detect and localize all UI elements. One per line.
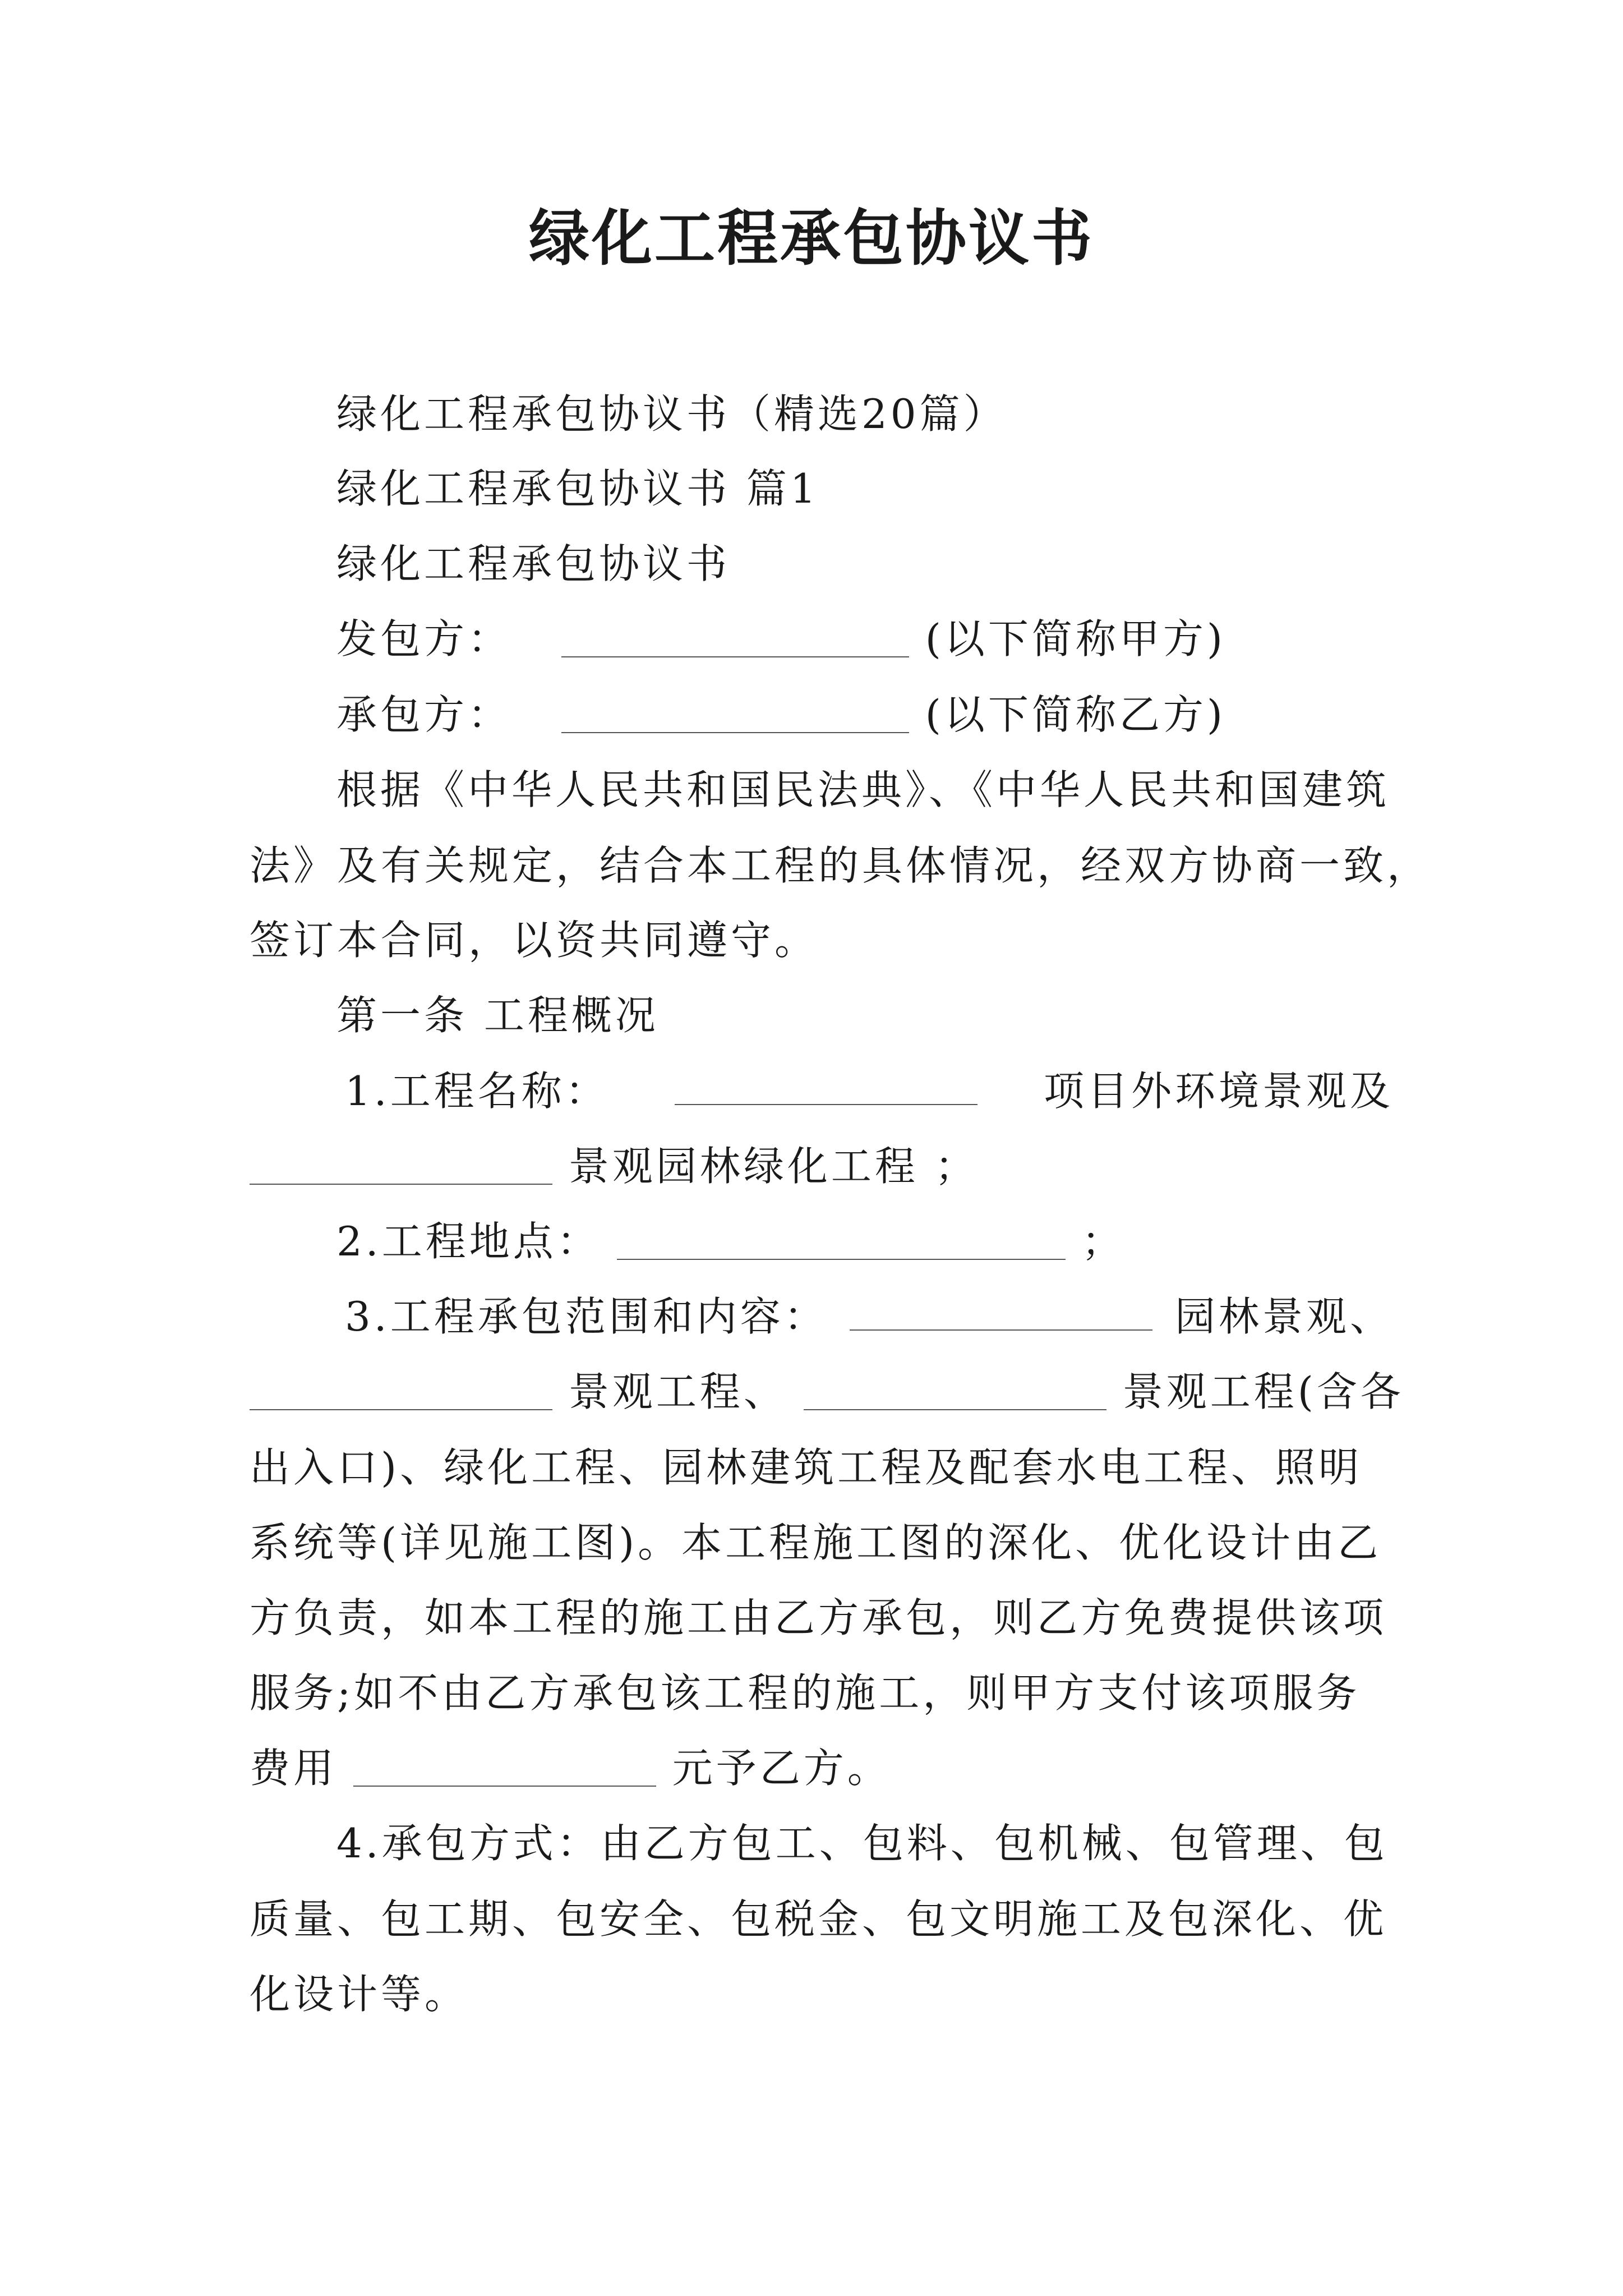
party-b-blank[interactable] — [561, 693, 909, 733]
item-4-line-3: 化设计等。 — [250, 1971, 469, 2018]
item-3-fee-label: 费用 — [250, 1745, 338, 1792]
item-3-fee-blank[interactable] — [353, 1746, 656, 1787]
party-b-label: 承包方： — [336, 691, 512, 738]
item-3-label: 3.工程承包范围和内容： — [345, 1293, 828, 1340]
item-3-line-3: 出入口)、绿化工程、园林建筑工程及配套水电工程、照明 — [250, 1444, 1363, 1491]
intro-line-3: 签订本合同，以资共同遵守。 — [250, 917, 819, 964]
party-a-line — [336, 601, 1481, 677]
item-1-blank-2[interactable] — [250, 1144, 552, 1185]
party-a-suffix: (以下简称甲方) — [925, 615, 1226, 662]
article-1-title: 第一条 工程概况 — [336, 992, 659, 1039]
intro-line-2: 法》及有关规定，结合本工程的具体情况，经双方协商一致， — [250, 842, 1431, 889]
item-1-text-b: 景观园林绿化工程 ； — [568, 1143, 979, 1190]
document-title: 绿化工程承包协议书 — [528, 203, 1094, 274]
item-3-line-5: 方负责，如本工程的施工由乙方承包，则乙方免费提供该项 — [250, 1594, 1387, 1641]
party-a-blank[interactable] — [561, 617, 909, 657]
item-4-line-1: 4.承包方式：由乙方包工、包料、包机械、包管理、包 — [336, 1820, 1388, 1867]
item-2-line — [336, 1203, 1481, 1280]
item-4-line-2: 质量、包工期、包安全、包税金、包文明施工及包深化、优 — [250, 1895, 1387, 1943]
party-a-label: 发包方： — [336, 615, 512, 662]
item-3-fee-line — [250, 1730, 1394, 1806]
item-2-blank[interactable] — [617, 1220, 1066, 1260]
item-2-label: 2.工程地点： — [336, 1218, 601, 1265]
party-b-suffix: (以下简称乙方) — [925, 691, 1226, 738]
item-1-text-a: 项目外环境景观及 — [1043, 1068, 1394, 1115]
item-3-text-a: 园林景观、 — [1174, 1293, 1394, 1340]
agreement-heading: 绿化工程承包协议书 — [336, 540, 731, 587]
item-1-line-2 — [250, 1128, 1394, 1204]
intro-line-1: 根据《中华人民共和国民法典》、《中华人民共和国建筑 — [336, 766, 1390, 813]
item-3-blank-2[interactable] — [250, 1370, 552, 1410]
item-3-blank-3[interactable] — [804, 1370, 1106, 1410]
item-3-line-1 — [345, 1278, 1394, 1355]
item-3-fee-suffix: 元予乙方。 — [672, 1745, 891, 1792]
item-3-blank-1[interactable] — [850, 1290, 1152, 1331]
item-3-line-4: 系统等(详见施工图)。本工程施工图的深化、优化设计由乙 — [250, 1519, 1382, 1566]
party-b-line — [336, 677, 1481, 753]
item-3-line-6: 服务;如不由乙方承包该工程的施工，则甲方支付该项服务 — [250, 1669, 1361, 1717]
item-1-blank-1[interactable] — [675, 1065, 978, 1105]
chapter-heading: 绿化工程承包协议书 篇1 — [336, 465, 819, 512]
item-3-line-2 — [250, 1354, 1404, 1430]
item-1-label: 1.工程名称： — [345, 1068, 609, 1115]
subtitle: 绿化工程承包协议书（精选20篇） — [336, 390, 1007, 438]
item-3-text-b: 景观工程、 — [568, 1368, 787, 1415]
item-3-text-c: 景观工程(含各 — [1122, 1368, 1404, 1415]
item-2-suffix: ； — [1081, 1218, 1126, 1265]
item-1-line-1 — [345, 1053, 1394, 1129]
